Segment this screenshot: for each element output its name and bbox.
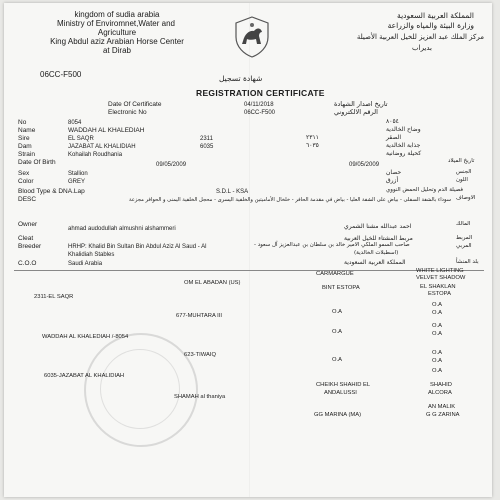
breeder-value-line1: HRHP: Khalid Bin Sultan Bin Abdul Aziz Al Saud - Al bbox=[68, 244, 207, 250]
certificate-page bbox=[4, 3, 492, 497]
date-of-certificate-value: 04/11/2018 bbox=[244, 102, 274, 108]
strain-label: Strain bbox=[18, 151, 35, 158]
cleat-label: Cleat bbox=[18, 235, 34, 242]
pedigree-g5-bottom3: AN MALIK bbox=[428, 404, 456, 410]
header-ar-line4: بديراب bbox=[412, 44, 432, 52]
seal-watermark bbox=[84, 333, 198, 447]
header-en-line5: at Dirab bbox=[102, 46, 131, 55]
header-ar-line1: المملكة العربية السعودية bbox=[397, 11, 474, 20]
breeder-value-ar-line2: (اسطبلات الخالدية) bbox=[354, 250, 399, 256]
pedigree-oa-10: O.A bbox=[432, 368, 442, 374]
pedigree-sire: 2311-EL SAQR bbox=[34, 294, 74, 300]
pedigree-oa-4: O.A bbox=[332, 329, 342, 335]
pedigree-oa-1: O.A bbox=[332, 309, 342, 315]
pedigree-g4-bottom3: GG MARINA (MA) bbox=[314, 412, 362, 418]
header-ar-line3: مركز الملك عبد العزيز للخيل العربية الأصيلة bbox=[356, 33, 484, 41]
description-ar-line2: الحوافر مجزعة bbox=[129, 197, 162, 203]
pedigree-horse: WADDAH AL KHALEDIAH /-8054 bbox=[42, 334, 129, 340]
pedigree-oa-5: O.A bbox=[432, 323, 442, 329]
pedigree-g4-top2: BINT ESTOPA bbox=[322, 285, 360, 291]
pedigree-g3-row3: 623-TIWAIQ bbox=[184, 352, 216, 358]
pedigree-g3-row2: 677-MUHTARA III bbox=[176, 313, 222, 319]
no-value-ar: ٨٠٥٤ bbox=[386, 118, 399, 125]
sire-value-ar: الصقر bbox=[386, 134, 402, 141]
pedigree-oa-7: O.A bbox=[332, 357, 342, 363]
coo-value: Saudi Arabia bbox=[68, 261, 103, 267]
pedigree-g5-top4: ESTOPA bbox=[428, 291, 451, 297]
pedigree-oa-6: O.A bbox=[432, 331, 442, 337]
dam-label: Dam bbox=[18, 143, 32, 150]
sex-value: Stallion bbox=[68, 171, 88, 177]
pedigree-dam: 6035-JAZABAT AL KHALIDIAH bbox=[44, 373, 125, 379]
pedigree-g5-top1: WHITE LIGHTING bbox=[416, 268, 464, 274]
header-en-line4: King Abdul aziz Arabian Horse Center bbox=[50, 37, 184, 46]
name-value-ar: وضاح الخالدية bbox=[386, 126, 421, 133]
color-value-ar: أزرق bbox=[386, 177, 399, 184]
coo-label: C.O.O bbox=[18, 260, 37, 267]
pedigree-g5-bottom2: ALCORA bbox=[428, 390, 452, 396]
breeder-value-ar-line1: صاحب السمو الملكي الامير خالد بن سلطان بن عبدالعزيز آل سعود - bbox=[254, 242, 410, 248]
dam-number: 6035 bbox=[200, 144, 214, 150]
breeder-value-line2: Khalidiah Stables bbox=[68, 252, 115, 258]
strain-value: Kohailah Roudhania bbox=[68, 152, 123, 158]
electronic-no-label-ar: الرقم الالكتروني bbox=[334, 108, 378, 116]
dob-value: 09/05/2009 bbox=[156, 162, 187, 168]
sex-label: Sex bbox=[18, 170, 30, 177]
header-ar-line2: وزارة البيئة والمياه والزراعة bbox=[387, 21, 474, 30]
desc-label-ar: الاوصاف bbox=[456, 195, 476, 201]
pedigree-g4-bottom2: ANDALUSSI bbox=[324, 390, 357, 396]
certificate-code: 06CC-F500 bbox=[40, 70, 82, 79]
pedigree-divider bbox=[14, 270, 484, 271]
certificate-title: REGISTRATION CERTIFICATE bbox=[196, 88, 325, 98]
coo-label-ar: بلد المنشأ bbox=[456, 259, 479, 265]
strain-value-ar: كحيلة روضانية bbox=[386, 150, 422, 157]
dob-value-ar: 09/05/2009 bbox=[349, 162, 380, 168]
coo-value-ar: المملكة العربية السعودية bbox=[344, 259, 406, 266]
sire-number-ar: ٢٣١١ bbox=[306, 134, 319, 141]
header-en-line3: Agriculture bbox=[97, 28, 137, 37]
pedigree-oa-8: O.A bbox=[432, 350, 442, 356]
dam-value: JAZABAT AL KHALIDIAH bbox=[68, 144, 136, 150]
pedigree-g5-top3: EL SHAKLAN bbox=[420, 284, 456, 290]
dam-value-ar: جذابة الخالدية bbox=[386, 142, 421, 149]
dob-label-ar: تاريخ الميلاد bbox=[448, 158, 475, 164]
header-en-line2: Ministry of Enviromnet,Water and bbox=[57, 19, 175, 28]
electronic-no-value: 06CC-F500 bbox=[244, 110, 276, 116]
no-value: 8054 bbox=[68, 120, 82, 126]
pedigree-g5-bottom1: SHAHID bbox=[430, 382, 452, 388]
no-label: No bbox=[18, 119, 27, 126]
name-value: WADDAH AL KHALEDIAH bbox=[68, 127, 145, 134]
date-of-certificate-label-ar: تاريخ اصدار الشهادة bbox=[334, 100, 388, 108]
owner-value: ahmad audodullah almushni alshammeri bbox=[68, 226, 176, 232]
pedigree-oa-9: O.A bbox=[432, 358, 442, 364]
breeder-label: Breeder bbox=[18, 243, 42, 250]
pedigree-oa-3: O.A bbox=[432, 310, 442, 316]
sex-value-ar: حصان bbox=[386, 169, 402, 176]
electronic-no-label: Electronic No bbox=[108, 109, 147, 116]
center-logo bbox=[232, 15, 272, 59]
blood-type-label: Blood Type & DNA.Lap bbox=[18, 188, 85, 195]
pedigree-g3-row4: SHAMAH al thaniya bbox=[174, 394, 226, 400]
sex-label-ar: الجنس bbox=[456, 169, 472, 175]
color-value: GREY bbox=[68, 179, 86, 185]
blood-type-label-ar: فصيلة الدم وتحليل الحمض النووي bbox=[386, 187, 464, 193]
breeder-label-ar: المربي bbox=[456, 243, 472, 249]
pedigree-g3-row1: OM EL ABADAN (US) bbox=[184, 280, 241, 286]
pedigree-g5-bottom4: G G ZARINA bbox=[426, 412, 460, 418]
certificate-title-ar: شهادة تسجيل bbox=[219, 74, 263, 83]
header-en-line1: kingdom of sudia arabia bbox=[74, 10, 160, 19]
owner-label: Owner bbox=[18, 221, 38, 228]
sire-number: 2311 bbox=[200, 136, 213, 142]
dob-label: Date Of Birth bbox=[18, 159, 56, 166]
date-of-certificate-label: Date Of Certificate bbox=[108, 101, 162, 108]
pedigree-g4-top1: CARMARGUE bbox=[316, 271, 354, 277]
pedigree-oa-2: O.A bbox=[432, 302, 442, 308]
owner-value-ar: احمد عبدالله مشنا الشمري bbox=[344, 223, 412, 230]
cleat-value-ar: مربط المشتاء للخيل العربية bbox=[344, 235, 413, 242]
dam-number-ar: ٦٠٣٥ bbox=[306, 142, 319, 149]
pedigree-g5-top2: VELVET SHADOW bbox=[416, 275, 466, 281]
sire-label: Sire bbox=[18, 135, 30, 142]
name-label: Name bbox=[18, 127, 36, 134]
color-label-ar: اللون bbox=[456, 177, 468, 183]
sire-value: EL SAQR bbox=[68, 136, 94, 142]
description-ar bbox=[66, 196, 451, 204]
pedigree-g4-bottom1: CHEIKH SHAHID EL bbox=[316, 382, 371, 388]
owner-label-ar: المالك bbox=[456, 221, 471, 227]
color-label: Color bbox=[18, 178, 34, 185]
blood-type-value: S.D.L - KSA bbox=[216, 189, 249, 195]
cleat-label-ar: المربط bbox=[456, 235, 473, 241]
description-ar-line1: سوداء بالشفة السفلى - بياض على الشفة العليا - بياض في مقدمة الحافر - خلخال الأماميتين والخلفية اليسرى - محجل الخلفية اليمنى و bbox=[163, 197, 451, 203]
desc-label: DESC bbox=[18, 196, 37, 203]
